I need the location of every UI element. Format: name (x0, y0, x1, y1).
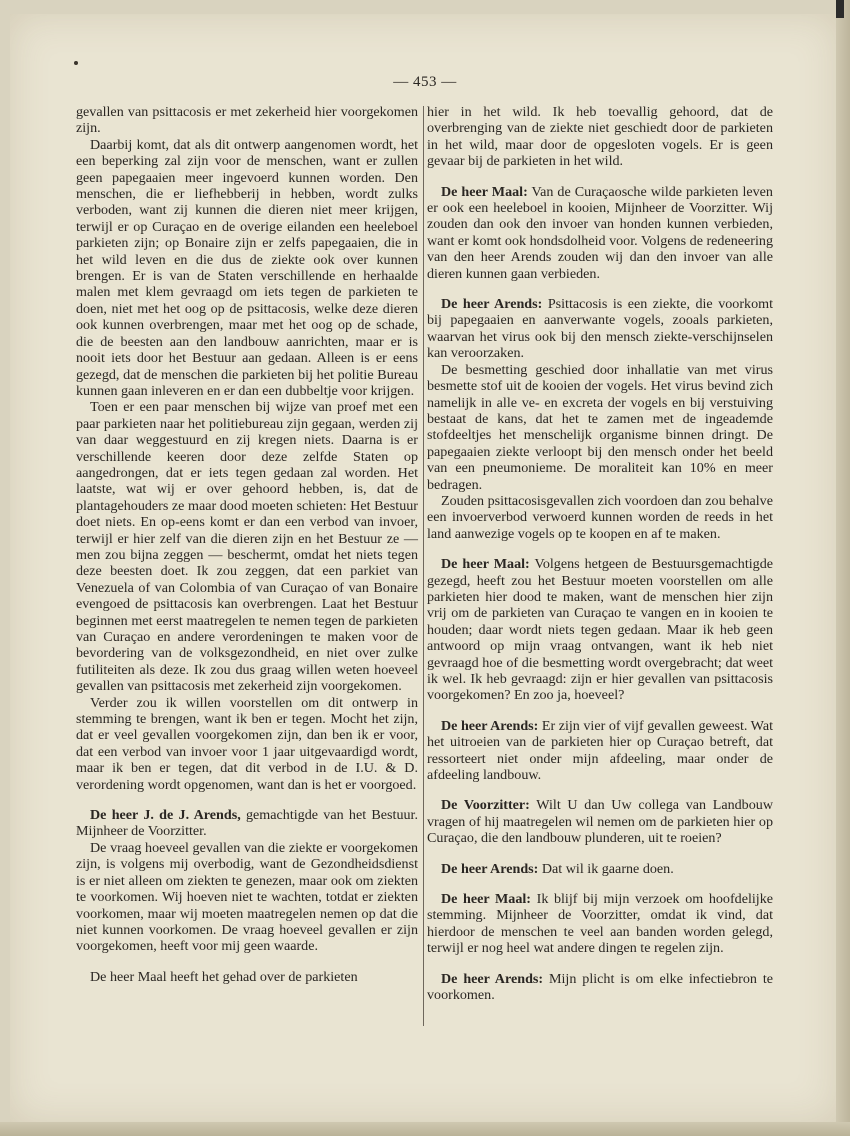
paragraph: De vraag hoeveel gevallen van die ziekte er voorgekomen zijn, is volgens mij overbodig, want de Gezondheidsdienst is er niet alleen om ziekten te genezen, maar ook om ziekten te voorkomen. Wij hoeven niet te wachten, totdat er ziekten voorkomen, maar wij moeten maatregelen nemen op dat die niet kunnen voorkomen. De vraag hoeveel gevallen er zijn voorgekomen, heeft voor mij geen waarde. (76, 839, 418, 955)
paragraph: De besmetting geschied door inhallatie van met virus besmette stof uit de kooien der vogels. Het virus bevind zich namelijk in alle ve- en excreta der vogels en bij verstuiving bestaat de kans, dat het te zamen met de ingeademde stofdeeltjes het menschelijk organisme binnen dringt. De papegaaien ziekte verloopt bij den mensch onder het beeld van een pneumonieme. De moraliteit kan 10% en meer bedragen. (427, 361, 773, 493)
speech-text: Dat wil ik gaarne doen. (538, 860, 674, 877)
page-edge-right (836, 0, 850, 1136)
speaker-name: De Voorzitter: (441, 797, 530, 814)
speaker-name: De heer Maal: (441, 556, 530, 573)
speaker-paragraph (427, 861, 773, 877)
speaker-name: De heer Arends: (441, 717, 539, 734)
speaker-paragraph (427, 891, 773, 957)
speaker-name: De heer Maal: (441, 183, 528, 200)
speech-text: Psittacosis is een ziekte, die voorkomt bij papegaaien en aanverwante vogels, zooals parkieten, waarvan het virus ook bij den mensch ziekte-verschijnselen kan veroorzaken. (427, 296, 773, 362)
speck-mark (74, 61, 78, 65)
paragraph: Zouden psittacosisgevallen zich voordoen dan zou behalve een invoerverbod verwoerd kunnen worden de reeds in het land aanwezige vogels op te koopen en af te maken. (427, 492, 773, 542)
speaker-paragraph (427, 556, 773, 704)
speaker-name: De heer Arends: (441, 970, 544, 987)
paragraph: De heer Maal heeft het gehad over de parkieten (90, 968, 358, 985)
page-number: — 453 — (393, 74, 457, 90)
paragraph: Toen er een paar menschen bij wijze van proef met een paar parkieten naar het politiebureau zijn gegaan, werden zij van daar weggestuurd en zij kregen niets. Daarna is er verschillende keeren door deze zelfde Staten op aangedrongen, dat er iets tegen gedaan zal worden. Het laatste, wat wij er over gehoord hebben, is, dat de plantagehouders ze maar dood moeten schieten: Het Bestuur doet niets. En op-eens komt er dan een verbod van invoer, terwijl er hier zelf van die dieren zijn en het Bestuur ze — men zou bijna zeggen — beschermt, omdat het niets tegen deze beesten doet. Ik zou zeggen, dat een parkiet van Venezuela of van Colombia of van Curaçao of van Bonaire evengoed de psittacosis kan overbrengen. Laat het Bestuur beginnen met eerst maatregelen te nemen tegen de parkieten van Curaçao en andere verordeningen te maken voor de bevordering van de volksgezondheid, en niet over zulke futiliteiten als deze. Ik zou dus graag willen weten hoeveel gevallen van psittacosis met zekerheid zijn voorgekomen. (76, 399, 418, 695)
paragraph: Verder zou ik willen voorstellen om dit ontwerp in stemming te brengen, want ik ben er tegen. Mocht het zijn, dat er veel gevallen voorgekomen zijn, dan ben ik er voor, dat een verbod van invoer voor 1 jaar uitgevaardigd wordt, maar ik ben er tegen, dat dit verbod in de I.U. & D. verordening wordt opgenomen, want dan is het er voorgoed. (76, 694, 418, 793)
speech-text: Er zijn vier of vijf gevallen geweest. Wat het uitroeien van de parkieten hier op Curaçao betreft, dat ressorteert niet onder mijn afdeeling, maar onder de afdeeling landbouw. (427, 717, 773, 784)
page-edge-bottom (0, 1122, 850, 1136)
speech-text: Wilt U dan Uw collega van Landbouw vragen of hij maatregelen wil nemen om de parkieten hier op Curaçao, die den landbouw plunderen, uit te roeien? (427, 797, 773, 847)
column-divider (423, 106, 424, 1026)
speaker-paragraph (427, 718, 773, 784)
speech-text: Van de Curaçaosche wilde parkieten leven er ook een heeleboel in kooien, Mijnheer de Voorzitter. Wij zouden dan ook den invoer van honden kunnen verbieden, want er komt ook hondsdolheid voor. Volgens de redeneering van den heer Arends zouden wij dan den invoer van alle dieren kunnen gaan verbieden. (427, 183, 773, 282)
speech-text: gemachtigde van het Bestuur. Mijnheer de Voorzitter. (76, 807, 418, 840)
paragraph: Daarbij komt, dat als dit ontwerp aangenomen wordt, het een beperking zal zijn voor de menschen, want er zullen geen papegaaien meer ingevoerd kunnen worden. Den menschen, die er liefhebberij in hebben, wordt zulks verboden, want zij kunnen die dieren niet meer krijgen, terwijl er op Curaçao en de overige eilanden een heeleboel parkieten zijn; op Bonaire zijn er zelfs papegaaien, die in het wild leven en die dus de ziekte ook over kunnen brengen. Er is van de Staten verschillende en herhaalde malen met klem gevraagd om iets tegen de parkieten te doen, niet met het oog op de psittacosis, welke deze dieren ook kunnen overbrengen, maar met het oog op de schade, die de beesten aan den landbouw aanrichten, maar er is nooit iets door het Bestuur aan gedaan. Alleen is er eens gezegd, dat de menschen die parkieten bij het politie Bureau kunnen gaan inleveren en er dan een dubbeltje voor krijgen. (76, 136, 418, 399)
speaker-name: De heer Maal: (441, 891, 532, 908)
speech-text: Mijn plicht is om elke infectiebron te voorkomen. (427, 970, 774, 1004)
speaker-paragraph (427, 971, 773, 1004)
speaker-paragraph (427, 797, 773, 846)
paragraph: hier in het wild. Ik heb toevallig gehoord, dat de overbrenging van de ziekte niet geschiedt door de parkieten in het wild, maar door de opgesloten vogels. Er is geen gevaar bij de parkieten in het wild. (427, 104, 773, 170)
speech-text: Volgens hetgeen de Bestuursgemachtigde gezegd, heeft zou het Bestuur moeten voorstellen om alle parkieten hier dood te maken, want de menschen hier zijn vrij om de parkieten van Curaçao te vangen en in kooien te houden; daar wordt niets tegen gedaan. Maar ik heb geen antwoord op mijn vraag ontvangen, want ik heb niet gevraagd hoe of die besmetting wordt overgebracht; dat weet ik wel. Ik heb gevraagd: zijn er hier gevallen van psittacosis voorgekomen? En zoo ja, hoeveel? (427, 556, 774, 704)
speech-text: Ik blijf bij mijn verzoek om hoofdelijke stemming. Mijnheer de Voorzitter, omdat ik vind, dat hierdoor de menschen te veel aan banden worden gelegd, terwijl er nog heel wat andere dingen te regelen zijn. (427, 891, 774, 957)
speaker-paragraph (76, 807, 418, 840)
right-column (427, 104, 773, 1004)
speaker-paragraph (427, 184, 773, 282)
paragraph: gevallen van psittacosis er met zekerheid hier voorgekomen zijn. (76, 104, 418, 137)
speaker-name: De heer Arends: (441, 860, 539, 877)
left-column (76, 104, 418, 985)
speaker-name: De heer J. de J. Arends, (90, 807, 241, 824)
corner-mark (836, 0, 844, 18)
speaker-name: De heer Arends: (441, 296, 543, 313)
speaker-paragraph (427, 296, 773, 362)
